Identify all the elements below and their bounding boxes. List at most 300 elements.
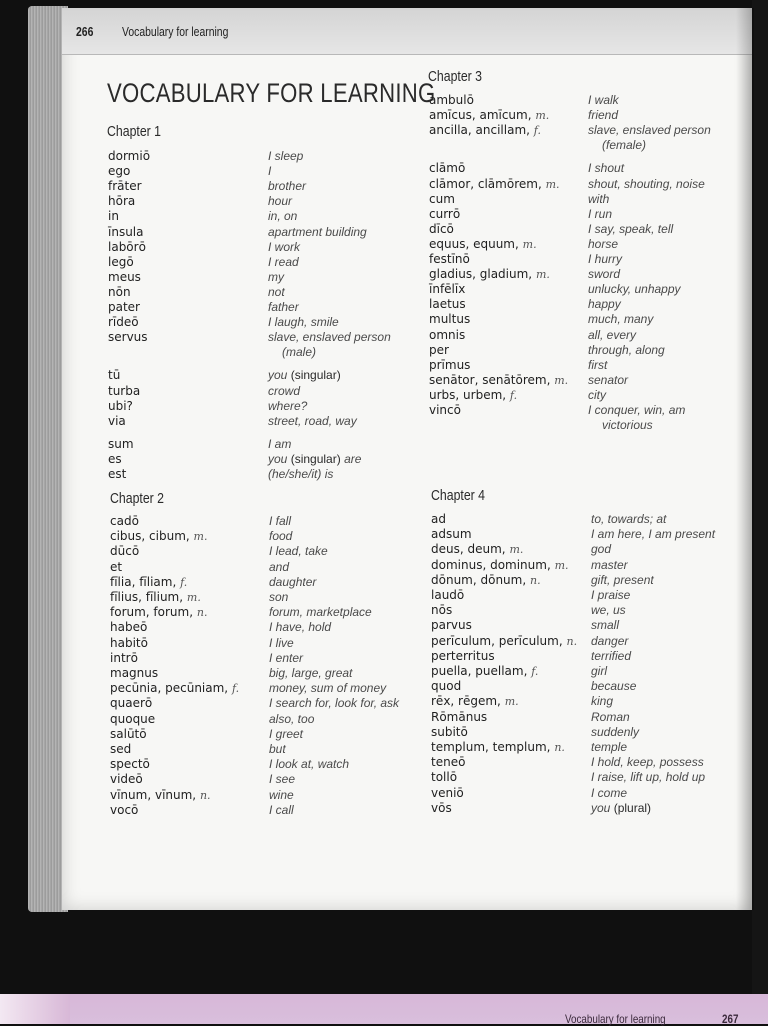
gloss-text: shout, shouting, noise xyxy=(588,176,705,191)
latin-word xyxy=(110,696,152,711)
latin-word xyxy=(429,328,465,343)
latin-text: dūcō xyxy=(110,544,140,559)
gloss-text: friend xyxy=(588,108,619,123)
gloss-text: I lead, take xyxy=(269,544,328,559)
english-gloss xyxy=(588,222,673,237)
latin-word xyxy=(431,725,468,740)
latin-word xyxy=(110,560,122,575)
english-gloss xyxy=(591,512,666,527)
latin-word xyxy=(431,694,519,709)
gloss-text: gift, present xyxy=(591,572,654,587)
english-gloss xyxy=(268,285,285,300)
english-gloss xyxy=(269,620,331,635)
chapter-4-heading: Chapter 4 xyxy=(431,487,486,504)
latin-text: nōs xyxy=(431,603,453,618)
latin-text: servus xyxy=(108,330,148,345)
latin-text: tū xyxy=(108,368,121,383)
gender-marker: m. xyxy=(509,543,524,557)
english-gloss xyxy=(588,297,621,312)
gender-marker: m. xyxy=(193,530,208,544)
english-gloss xyxy=(591,740,627,755)
gloss-text: I raise, lift up, hold up xyxy=(591,770,706,785)
chapter-1-heading: Chapter 1 xyxy=(107,123,162,140)
gloss-text: I have, hold xyxy=(269,620,332,635)
latin-word xyxy=(108,240,146,255)
latin-word xyxy=(108,437,134,452)
gender-marker: m. xyxy=(186,591,201,604)
latin-text: perterritus xyxy=(431,648,495,663)
english-gloss xyxy=(269,712,314,727)
latin-text: urbs, urbem, xyxy=(429,387,507,402)
latin-text: habeō xyxy=(110,620,148,635)
latin-text: senātor, senātōrem, xyxy=(429,372,551,387)
gloss-text: I shout xyxy=(588,161,625,176)
gender-marker: f. xyxy=(533,124,541,138)
latin-text: frāter xyxy=(108,179,142,194)
gloss-text: I xyxy=(268,164,272,179)
gloss-text: I am here, I am present xyxy=(591,527,716,542)
english-gloss xyxy=(268,315,339,330)
latin-word xyxy=(429,93,474,108)
latin-word xyxy=(429,373,568,388)
latin-word xyxy=(431,527,472,542)
latin-text: ubi? xyxy=(108,398,133,413)
latin-word xyxy=(431,649,495,664)
gloss-text: small xyxy=(591,618,620,633)
gloss-text: father xyxy=(268,300,299,314)
next-page-spine xyxy=(0,994,70,1024)
latin-word xyxy=(108,399,133,414)
latin-text: ego xyxy=(108,164,131,179)
gloss-text: forum, marketplace xyxy=(269,605,372,620)
english-gloss xyxy=(268,164,271,179)
gender-marker: f. xyxy=(231,682,240,696)
gloss-text: I greet xyxy=(269,726,304,741)
latin-word xyxy=(429,222,454,237)
latin-word xyxy=(110,651,138,666)
latin-text: parvus xyxy=(431,618,472,633)
latin-text: quoque xyxy=(110,711,156,726)
latin-word xyxy=(431,618,472,633)
english-gloss xyxy=(591,634,628,649)
english-gloss xyxy=(269,742,286,757)
latin-text: legō xyxy=(108,254,134,269)
english-gloss xyxy=(588,328,636,343)
latin-word xyxy=(431,542,523,557)
english-gloss xyxy=(591,527,715,542)
gloss-text: daughter xyxy=(269,574,317,589)
latin-text: puella, puellam, xyxy=(431,664,528,678)
english-gloss xyxy=(269,803,294,818)
gloss-text: and xyxy=(269,559,290,574)
number-marker: (singular) xyxy=(290,451,341,466)
latin-text: vincō xyxy=(429,403,461,417)
english-gloss xyxy=(591,679,636,694)
latin-word xyxy=(108,384,140,399)
latin-text: cibus, cibum, xyxy=(110,529,190,544)
latin-text: veniō xyxy=(431,785,464,800)
gender-marker: m. xyxy=(504,695,519,709)
latin-word xyxy=(429,161,465,176)
gloss-text: (he/she/it) is xyxy=(268,467,334,481)
latin-word xyxy=(110,529,207,544)
next-page-strip xyxy=(0,994,768,1024)
gloss-text: much, many xyxy=(588,312,654,327)
english-gloss xyxy=(591,725,639,740)
english-gloss xyxy=(269,590,288,605)
latin-text: vīnum, vīnum, xyxy=(110,787,197,802)
english-gloss xyxy=(268,255,299,270)
gloss-text: all, every xyxy=(588,327,637,342)
english-gloss xyxy=(591,755,704,770)
latin-text: sed xyxy=(110,742,132,756)
english-gloss xyxy=(269,651,303,666)
latin-word xyxy=(429,192,455,207)
latin-word xyxy=(108,330,148,345)
english-gloss xyxy=(588,192,609,207)
gloss-text: king xyxy=(591,694,614,709)
gloss-text: city xyxy=(588,387,606,402)
english-gloss xyxy=(588,123,711,138)
latin-word xyxy=(429,297,466,312)
number-marker: (singular) xyxy=(290,368,341,383)
gender-marker: m. xyxy=(554,373,569,387)
gloss-text: hour xyxy=(268,194,293,209)
latin-word xyxy=(431,634,577,649)
latin-text: forum, forum, xyxy=(110,605,194,620)
latin-text: vocō xyxy=(110,802,139,817)
english-gloss xyxy=(591,618,619,633)
gender-marker: n. xyxy=(530,573,541,587)
english-gloss xyxy=(591,664,607,679)
english-gloss xyxy=(591,542,611,557)
english-gloss xyxy=(588,343,665,358)
english-gloss xyxy=(269,575,316,590)
english-gloss xyxy=(591,786,627,801)
english-gloss xyxy=(269,636,294,651)
latin-word xyxy=(431,710,487,725)
english-gloss xyxy=(268,368,341,383)
gloss-text: girl xyxy=(591,664,608,678)
english-gloss xyxy=(268,209,297,224)
latin-word xyxy=(108,300,140,315)
gender-marker: m. xyxy=(522,237,537,251)
english-gloss xyxy=(269,560,289,575)
page-number: 266 xyxy=(76,24,94,39)
gloss-text: crowd xyxy=(268,383,301,398)
english-gloss xyxy=(588,282,681,297)
gender-marker: m. xyxy=(554,558,569,572)
gloss-text: I am xyxy=(268,436,292,451)
gloss-text: not xyxy=(268,284,285,299)
english-gloss xyxy=(268,467,333,482)
english-gloss xyxy=(268,194,292,209)
english-gloss xyxy=(268,270,284,285)
latin-text: pecūnia, pecūniam, xyxy=(110,681,229,696)
gloss-text: son xyxy=(269,590,289,604)
running-title: Vocabulary for learning xyxy=(122,24,229,39)
gloss-text: slave, enslaved person xyxy=(268,330,391,345)
english-gloss xyxy=(588,108,618,123)
latin-text: est xyxy=(108,467,127,481)
gloss-continuation: (female) xyxy=(602,138,647,153)
latin-word xyxy=(431,755,465,770)
english-gloss xyxy=(268,179,306,194)
latin-text: laetus xyxy=(429,297,466,312)
latin-word xyxy=(108,225,143,240)
english-gloss xyxy=(588,252,622,267)
book-edge-right xyxy=(752,0,768,994)
gloss-text: through, along xyxy=(588,342,665,357)
latin-word xyxy=(431,740,565,755)
english-gloss xyxy=(269,544,328,559)
latin-text: habitō xyxy=(110,635,148,650)
latin-text: cum xyxy=(429,191,455,206)
page-fold-shadow xyxy=(736,8,754,910)
book-page xyxy=(62,8,752,910)
latin-text: ambulō xyxy=(429,93,474,107)
latin-word xyxy=(110,544,139,559)
english-gloss xyxy=(588,177,705,192)
english-gloss xyxy=(591,694,613,709)
latin-word xyxy=(110,757,150,772)
latin-word xyxy=(108,255,134,270)
latin-text: multus xyxy=(429,312,471,327)
latin-word xyxy=(429,207,460,222)
latin-text: fīlia, fīliam, xyxy=(110,574,177,589)
gloss-text: horse xyxy=(588,236,619,251)
gloss-text: I sleep xyxy=(268,149,304,163)
latin-word xyxy=(431,573,541,588)
gloss-tail: are xyxy=(344,451,362,466)
latin-word xyxy=(110,681,239,696)
latin-word xyxy=(108,315,139,330)
gloss-text: I call xyxy=(269,802,294,817)
latin-text: gladius, gladium, xyxy=(429,267,533,282)
latin-word xyxy=(429,403,461,418)
chapter-2-heading: Chapter 2 xyxy=(110,490,165,507)
latin-word xyxy=(431,558,569,573)
gloss-text: happy xyxy=(588,297,621,312)
latin-word xyxy=(431,603,452,618)
latin-word xyxy=(429,108,549,123)
latin-word xyxy=(108,368,120,383)
latin-word xyxy=(429,312,470,327)
latin-word xyxy=(108,209,119,224)
gloss-text: I see xyxy=(269,772,296,787)
latin-text: amīcus, amīcum, xyxy=(429,108,532,123)
next-page-running-title: Vocabulary for learning xyxy=(565,1012,666,1026)
english-gloss xyxy=(591,770,705,785)
gloss-text: god xyxy=(591,542,612,557)
gloss-text: brother xyxy=(268,179,307,194)
latin-text: in xyxy=(108,209,119,224)
latin-text: clāmor, clāmōrem, xyxy=(429,176,542,191)
english-gloss xyxy=(268,452,361,467)
page-title: VOCABULARY FOR LEARNING xyxy=(107,78,436,108)
gloss-text: wine xyxy=(269,787,294,802)
latin-word xyxy=(110,772,143,787)
english-gloss xyxy=(269,605,372,620)
gloss-text: first xyxy=(588,357,608,372)
gloss-text: where? xyxy=(268,398,308,413)
latin-word xyxy=(429,123,541,138)
gloss-text: unlucky, unhappy xyxy=(588,282,681,297)
latin-word xyxy=(110,620,147,635)
english-gloss xyxy=(588,93,619,108)
gloss-text: Roman xyxy=(591,709,630,724)
latin-text: dominus, dominum, xyxy=(431,557,551,572)
gloss-text: also, too xyxy=(269,711,315,726)
english-gloss xyxy=(269,788,294,803)
latin-word xyxy=(431,512,446,527)
latin-text: currō xyxy=(429,206,461,221)
gloss-text: with xyxy=(588,191,610,206)
latin-word xyxy=(431,679,461,694)
gloss-text: temple xyxy=(591,740,628,754)
next-page-number: 267 xyxy=(722,1012,739,1026)
latin-text: dormiō xyxy=(108,149,151,163)
latin-word xyxy=(431,786,464,801)
latin-text: rīdeō xyxy=(108,315,139,330)
gender-marker: f. xyxy=(509,388,518,402)
gloss-text: we, us xyxy=(591,603,626,618)
gender-marker: n. xyxy=(196,606,208,620)
latin-word xyxy=(110,636,148,651)
latin-word xyxy=(110,742,131,757)
gender-marker: n. xyxy=(566,634,578,648)
latin-text: hōra xyxy=(108,194,136,209)
gloss-text: danger xyxy=(591,633,629,648)
latin-text: meus xyxy=(108,269,141,284)
gloss-text: to, towards; at xyxy=(591,512,667,526)
gloss-text: I live xyxy=(269,635,294,650)
latin-text: īnfēlīx xyxy=(429,282,466,297)
latin-text: dōnum, dōnum, xyxy=(431,572,527,587)
gloss-text: I praise xyxy=(591,588,631,602)
latin-text: fīlius, fīlium, xyxy=(110,590,184,604)
english-gloss xyxy=(591,558,628,573)
latin-word xyxy=(110,712,155,727)
latin-word xyxy=(110,666,158,681)
gloss-text: because xyxy=(591,679,637,694)
english-gloss xyxy=(268,240,300,255)
latin-text: Rōmānus xyxy=(431,709,488,724)
latin-text: templum, templum, xyxy=(431,740,551,754)
latin-text: vōs xyxy=(431,800,452,815)
latin-text: teneō xyxy=(431,755,466,770)
gloss-text: I hurry xyxy=(588,252,623,266)
latin-word xyxy=(108,452,122,467)
gloss-text: I say, speak, tell xyxy=(588,221,674,236)
latin-word xyxy=(110,803,138,818)
english-gloss xyxy=(591,588,630,603)
latin-word xyxy=(110,590,201,605)
english-gloss xyxy=(268,384,300,399)
gender-marker: m. xyxy=(545,177,560,191)
latin-word xyxy=(429,237,537,252)
gloss-text: I search for, look for, ask xyxy=(269,696,400,711)
gloss-text: I walk xyxy=(588,93,619,107)
english-gloss xyxy=(269,727,303,742)
gender-marker: f. xyxy=(531,665,539,678)
gloss-text: I come xyxy=(591,785,628,800)
latin-text: intrō xyxy=(110,650,138,665)
latin-word xyxy=(108,270,141,285)
gloss-continuation: victorious xyxy=(602,418,653,433)
latin-word xyxy=(108,149,150,164)
english-gloss xyxy=(269,666,352,681)
gloss-text: I fall xyxy=(269,514,292,528)
english-gloss xyxy=(588,403,685,418)
gloss-text: apartment building xyxy=(268,224,367,239)
gloss-text: my xyxy=(268,269,284,284)
gloss-text: street, road, way xyxy=(268,413,357,428)
latin-text: ad xyxy=(431,512,446,526)
latin-word xyxy=(108,285,131,300)
english-gloss xyxy=(268,149,303,164)
english-gloss xyxy=(269,681,386,696)
latin-text: perīculum, perīculum, xyxy=(431,633,563,648)
latin-word xyxy=(429,388,517,403)
latin-text: subitō xyxy=(431,724,468,739)
latin-text: pater xyxy=(108,300,140,314)
latin-word xyxy=(108,467,126,482)
latin-text: et xyxy=(110,559,123,574)
gloss-continuation: (male) xyxy=(282,345,317,360)
english-gloss xyxy=(591,801,651,816)
gloss-text: I read xyxy=(268,254,299,269)
latin-text: rēx, rēgem, xyxy=(431,694,501,709)
latin-text: omnis xyxy=(429,327,466,342)
gender-marker: m. xyxy=(535,109,550,123)
latin-word xyxy=(431,801,452,816)
latin-word xyxy=(110,605,207,620)
latin-text: tollō xyxy=(431,770,458,785)
gloss-text: sword xyxy=(588,267,621,282)
gloss-text: I hold, keep, possess xyxy=(591,755,704,770)
latin-text: adsum xyxy=(431,527,472,542)
latin-text: prīmus xyxy=(429,357,471,372)
latin-word xyxy=(431,770,457,785)
latin-text: sum xyxy=(108,436,134,451)
latin-word xyxy=(110,575,187,590)
latin-word xyxy=(110,514,139,529)
english-gloss xyxy=(588,237,618,252)
gloss-text: money, sum of money xyxy=(269,681,387,696)
latin-word xyxy=(108,164,130,179)
number-marker: (plural) xyxy=(613,800,652,815)
latin-word xyxy=(108,194,135,209)
latin-text: es xyxy=(108,451,122,466)
gloss-text: I look at, watch xyxy=(269,757,350,772)
english-gloss xyxy=(588,358,607,373)
gender-marker: m. xyxy=(535,268,550,282)
latin-word xyxy=(429,252,470,267)
english-gloss xyxy=(269,696,399,711)
latin-word xyxy=(110,727,147,742)
latin-text: nōn xyxy=(108,284,131,299)
latin-text: clāmō xyxy=(429,161,466,176)
gloss-text: big, large, great xyxy=(269,666,353,680)
english-gloss xyxy=(588,207,612,222)
english-gloss xyxy=(268,399,307,414)
english-gloss xyxy=(269,514,291,529)
latin-text: salūtō xyxy=(110,726,147,741)
gloss-text: you xyxy=(268,368,288,383)
gender-marker: n. xyxy=(199,788,211,802)
latin-text: dīcō xyxy=(429,221,454,236)
